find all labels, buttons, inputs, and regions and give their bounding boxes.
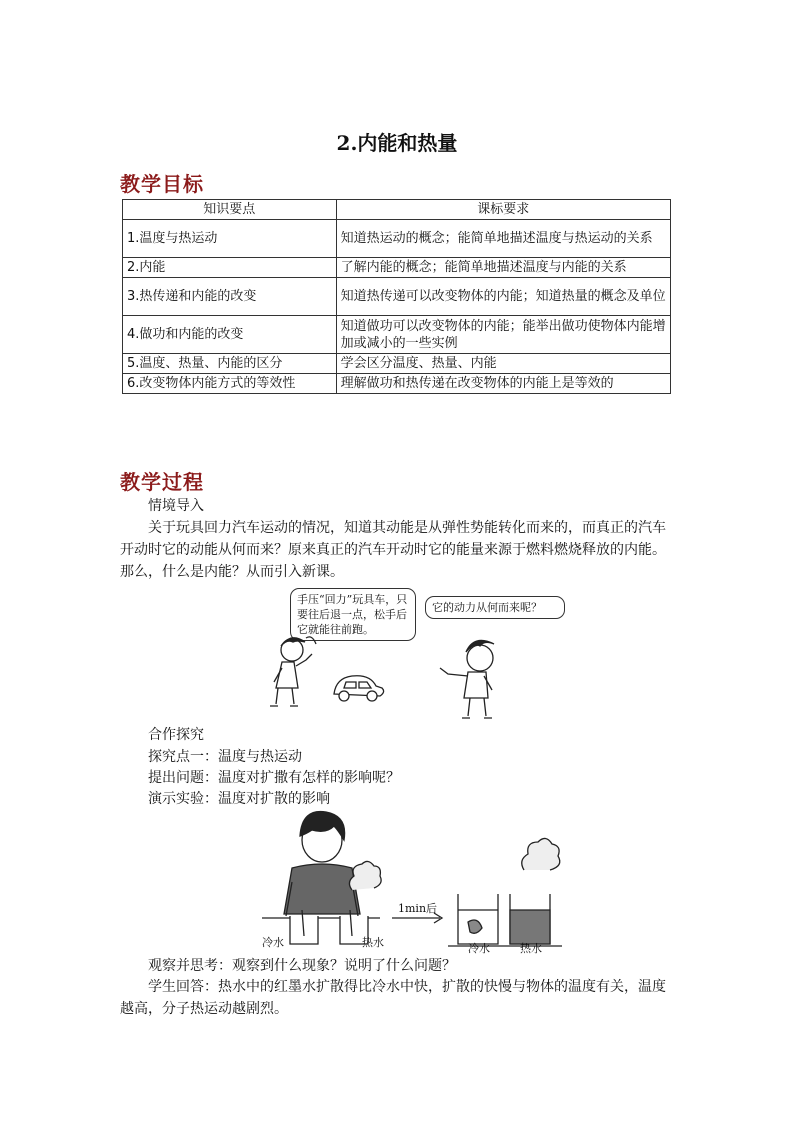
page-title: 2.内能和热量 (336, 131, 458, 155)
section-heading-goals: 教学目标 (120, 172, 204, 196)
table-cell-requirement: 了解内能的概念；能简单地描述温度与内能的关系 (336, 258, 670, 278)
boys-drawing (258, 588, 568, 722)
arrow-label: 1min后 (398, 902, 438, 915)
label-cold-water-right: 冷水 (468, 942, 490, 955)
table-cell-requirement: 理解做功和热传递在改变物体的内能上是等效的 (336, 374, 670, 394)
table-header-cell: 知识要点 (123, 200, 337, 220)
speech-bubble-left: 手压“回力”玩具车，只要往后退一点，松手后它就能往前跑。 (290, 588, 416, 641)
table-cell-topic: 2.内能 (123, 258, 337, 278)
table-row (123, 354, 671, 374)
inquiry-point-1: 探究点一：温度与热运动 (148, 749, 302, 765)
table-cell-requirement: 知道热传递可以改变物体的内能；知道热量的概念及单位 (336, 278, 670, 316)
table-row (123, 220, 671, 258)
goals-table (122, 199, 671, 394)
intro-paragraph: 关于玩具回力汽车运动的情况，知道其动能是从弹性势能转化而来的，而真正的汽车开动时它的动能从何而来？原来真正的汽车开动时它的能量来源于燃料燃烧释放的内能。那么，什么是内能？从而引入新课。 (120, 520, 666, 580)
label-hot-water-left: 热水 (362, 936, 384, 949)
label-hot-water-right: 热水 (520, 942, 542, 955)
table-cell-topic: 5.温度、热量、内能的区分 (123, 354, 337, 374)
table-cell-topic: 3.热传递和内能的改变 (123, 278, 337, 316)
table-row (123, 316, 671, 354)
speech-bubble-right: 它的动力从何而来呢？ (425, 596, 565, 619)
table-cell-requirement: 学会区分温度、热量、内能 (336, 354, 670, 374)
diffusion-experiment-illustration (262, 810, 582, 956)
table-row (123, 258, 671, 278)
student-answer: 学生回答：热水中的红墨水扩散得比冷水中快，扩散的快慢与物体的温度有关，温度越高，分子热运动越剧烈。 (120, 979, 666, 1017)
table-header-row (123, 200, 671, 220)
toy-car-illustration (258, 588, 568, 722)
table-cell-topic: 6.改变物体内能方式的等效性 (123, 374, 337, 394)
section-heading-process: 教学过程 (120, 470, 204, 494)
experiment-text: 演示实验：温度对扩散的影响 (148, 791, 330, 807)
experiment-drawing (262, 810, 582, 956)
label-cold-water-left: 冷水 (262, 936, 284, 949)
table-header-cell: 课标要求 (336, 200, 670, 220)
observe-question: 观察并思考：观察到什么现象？说明了什么问题？ (148, 958, 456, 974)
subheading-intro: 情境导入 (148, 498, 204, 514)
table-row (123, 374, 671, 394)
table-cell-requirement: 知道热运动的概念；能简单地描述温度与热运动的关系 (336, 220, 670, 258)
table-cell-topic: 4.做功和内能的改变 (123, 316, 337, 354)
table-cell-requirement: 知道做功可以改变物体的内能；能举出做功使物体内能增加或减小的一些实例 (336, 316, 670, 354)
table-cell-topic: 1.温度与热运动 (123, 220, 337, 258)
table-row (123, 278, 671, 316)
subheading-cooperative: 合作探究 (148, 727, 204, 743)
question-text: 提出问题：温度对扩撒有怎样的影响呢？ (148, 770, 400, 786)
